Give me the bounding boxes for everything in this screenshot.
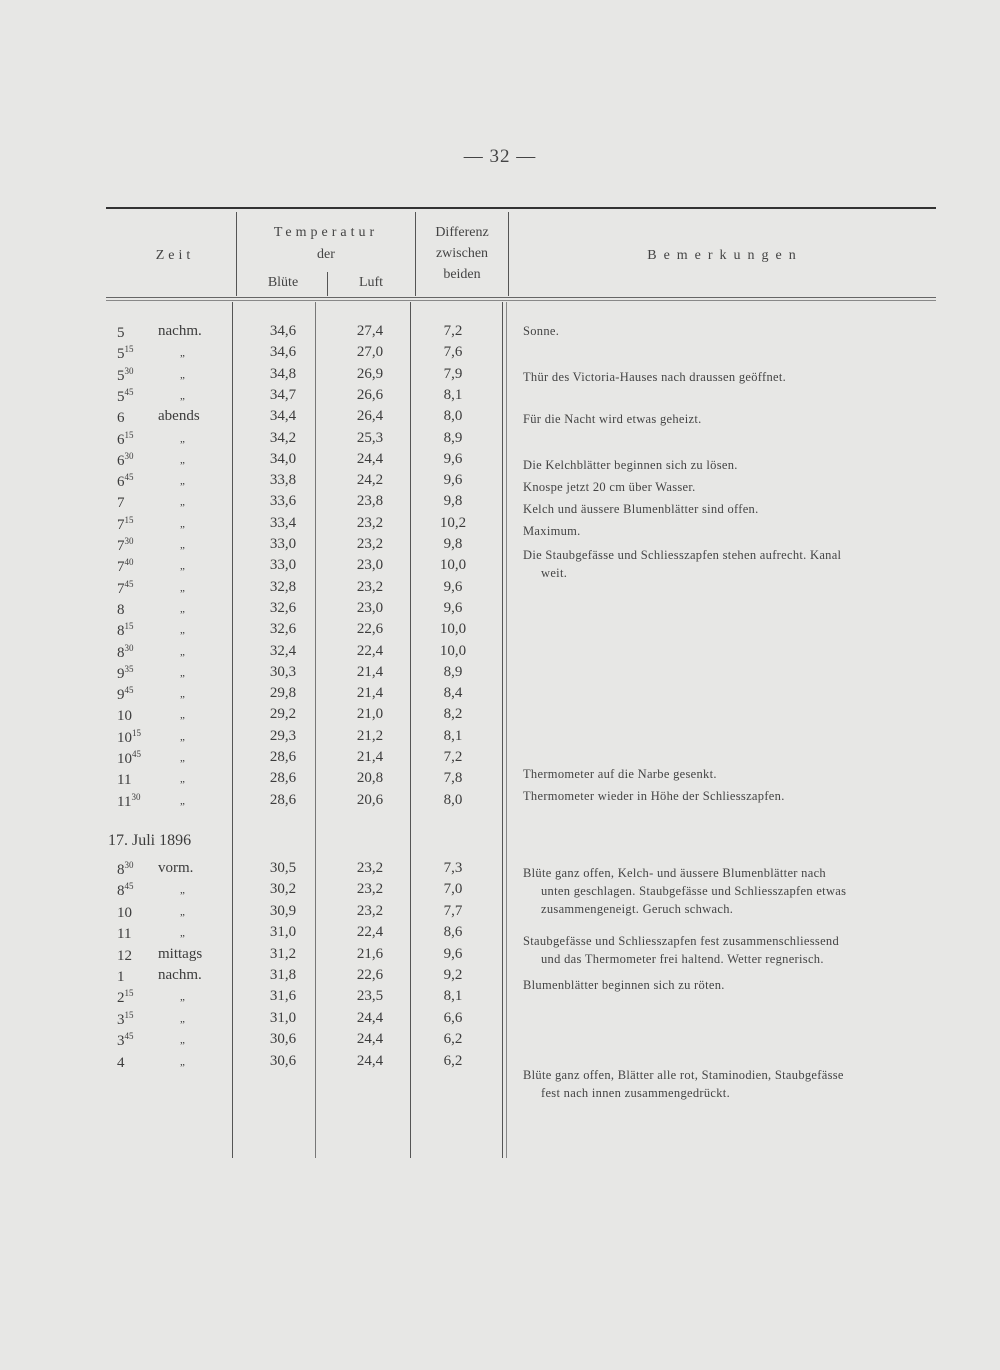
ditto-mark: „ — [180, 991, 185, 1004]
time-minutes: 45 — [124, 881, 134, 892]
luft-temp-cell: 22,4 — [356, 924, 384, 941]
bluete-temp-cell: 30,6 — [269, 1031, 297, 1048]
luft-temp-cell: 23,2 — [356, 860, 384, 876]
difference-cell: 9,6 — [443, 945, 463, 962]
time-hour: 3 — [117, 1033, 125, 1050]
table-row — [0, 344, 1000, 366]
difference-cell: 9,2 — [443, 967, 463, 983]
time-hour: 8 — [117, 601, 125, 618]
time-minutes: 45 — [124, 578, 134, 589]
remark-10 — [523, 787, 938, 805]
bluete-temp-cell: 34,8 — [269, 365, 297, 382]
difference-cell: 7,8 — [443, 770, 463, 787]
time-minutes: 30 — [131, 791, 141, 802]
time-hour: 5 — [117, 367, 125, 384]
remark-text: Sonne. — [523, 324, 560, 338]
time-minutes: 30 — [124, 365, 134, 376]
time-cell — [117, 946, 132, 965]
luft-temp-cell: 25,3 — [356, 429, 384, 446]
ditto-mark: „ — [180, 560, 185, 573]
table-row — [0, 1010, 1000, 1032]
ditto-mark: „ — [180, 539, 185, 551]
difference-cell: 10,0 — [439, 642, 467, 659]
remark-text: Blüte ganz offen, Blätter alle rot, Staminodien, Staubgefässe — [523, 1068, 844, 1082]
table-row — [0, 685, 1000, 707]
difference-cell: 9,6 — [443, 450, 463, 467]
time-minutes: 15 — [124, 621, 134, 632]
table-row — [0, 600, 1000, 622]
time-minutes: 45 — [124, 1031, 134, 1042]
ditto-mark: „ — [180, 496, 185, 509]
remark-text-cont: zusammengeneigt. Geruch schwach. — [541, 902, 734, 916]
luft-temp-cell: 23,5 — [356, 988, 384, 1005]
time-minutes: 35 — [124, 663, 134, 674]
time-hour: 6 — [117, 410, 125, 427]
time-minutes: 30 — [124, 450, 134, 461]
time-suffix: mittags — [158, 945, 203, 962]
ditto-mark: „ — [180, 905, 185, 918]
time-cell — [117, 860, 134, 879]
difference-cell: 9,8 — [443, 536, 463, 552]
ditto-mark: „ — [180, 645, 185, 658]
header-rule — [106, 297, 936, 298]
time-cell — [117, 536, 134, 555]
time-minutes: 45 — [124, 472, 134, 483]
difference-cell: 6,2 — [443, 1052, 463, 1069]
header-der: der — [317, 247, 335, 262]
ditto-mark: „ — [180, 688, 185, 701]
bluete-temp-cell: 33,8 — [269, 472, 297, 489]
bluete-temp-cell: 30,3 — [269, 663, 297, 680]
time-hour: 7 — [117, 538, 125, 554]
time-hour: 11 — [117, 772, 132, 789]
remark-text: Blüte ganz offen, Kelch- und äussere Blumenblätter nach — [523, 866, 826, 880]
time-minutes: 15 — [124, 1009, 134, 1020]
difference-cell: 6,6 — [443, 1009, 463, 1026]
time-minutes: 45 — [124, 386, 134, 397]
bluete-temp-cell: 33,0 — [269, 557, 297, 574]
time-cell — [117, 881, 134, 900]
luft-temp-cell: 21,0 — [356, 706, 384, 723]
bluete-temp-cell: 30,5 — [269, 860, 297, 876]
luft-temp-cell: 26,6 — [356, 386, 384, 403]
difference-cell: 10,0 — [439, 557, 467, 574]
bluete-temp-cell: 32,6 — [269, 599, 297, 616]
time-minutes: 30 — [124, 642, 134, 653]
ditto-mark: „ — [180, 884, 185, 897]
time-cell — [117, 1031, 134, 1050]
difference-cell: 8,4 — [443, 685, 463, 702]
time-cell — [117, 515, 134, 534]
time-suffix: nachm. — [158, 323, 202, 339]
time-hour: 11 — [117, 926, 132, 943]
time-hour: 5 — [117, 325, 125, 341]
time-cell — [117, 493, 125, 512]
time-hour: 7 — [117, 559, 125, 576]
time-hour: 8 — [117, 644, 125, 661]
difference-cell: 8,1 — [443, 727, 463, 744]
time-cell — [117, 792, 140, 811]
remark-text: Für die Nacht wird etwas geheizt. — [523, 412, 702, 426]
time-cell — [117, 988, 134, 1007]
time-suffix: vorm. — [158, 860, 194, 876]
bluete-temp-cell: 31,0 — [269, 1009, 297, 1026]
luft-temp-cell: 24,4 — [356, 1031, 384, 1048]
bluete-temp-cell: 32,6 — [269, 621, 297, 638]
time-hour: 6 — [117, 474, 125, 491]
bluete-temp-cell: 33,4 — [269, 514, 297, 531]
time-hour: 11 — [117, 793, 132, 810]
time-hour: 10 — [117, 751, 132, 767]
time-cell — [117, 600, 125, 619]
time-hour: 7 — [117, 516, 125, 533]
luft-temp-cell: 24,2 — [356, 472, 384, 489]
time-cell — [117, 685, 134, 704]
header-zwischen: zwischen — [435, 246, 489, 261]
ditto-mark: „ — [180, 389, 185, 402]
difference-cell: 8,9 — [443, 429, 463, 446]
time-minutes: 30 — [124, 860, 134, 870]
ditto-mark: „ — [180, 752, 185, 764]
time-cell — [117, 472, 134, 491]
time-cell — [117, 749, 141, 768]
table-row — [0, 1031, 1000, 1053]
difference-cell: 8,6 — [443, 924, 463, 941]
time-hour: 7 — [117, 580, 125, 597]
luft-temp-cell: 22,6 — [356, 621, 384, 638]
ditto-mark: „ — [180, 1055, 185, 1068]
luft-temp-cell: 27,4 — [356, 323, 384, 339]
time-hour: 3 — [117, 1011, 125, 1028]
difference-cell: 8,0 — [443, 791, 463, 808]
remark-4 — [523, 456, 938, 474]
page-number: — 32 — — [463, 146, 537, 167]
difference-cell: 10,0 — [439, 621, 467, 638]
remark-text: Knospe jetzt 20 cm über Wasser. — [523, 480, 696, 494]
ditto-mark: „ — [180, 581, 185, 594]
difference-cell: 9,6 — [443, 578, 463, 595]
time-minutes: 15 — [124, 429, 134, 440]
table-row — [0, 728, 1000, 750]
time-hour: 1 — [117, 969, 125, 985]
time-minutes: 40 — [124, 557, 134, 568]
time-hour: 8 — [117, 862, 125, 878]
time-hour: 8 — [117, 623, 125, 640]
table-row — [0, 664, 1000, 686]
difference-cell: 6,2 — [443, 1031, 463, 1048]
luft-temp-cell: 23,2 — [356, 902, 384, 919]
bluete-temp-cell: 29,2 — [269, 706, 297, 723]
time-hour: 2 — [117, 990, 125, 1007]
luft-temp-cell: 23,2 — [356, 881, 384, 898]
ditto-mark: „ — [180, 475, 185, 488]
time-minutes: 15 — [124, 988, 134, 999]
bluete-temp-cell: 28,6 — [269, 791, 297, 808]
time-cell — [117, 579, 134, 598]
remark-8 — [523, 546, 938, 582]
bluete-temp-cell: 34,6 — [269, 323, 297, 339]
time-hour: 7 — [117, 495, 125, 512]
remark-text: Maximum. — [523, 524, 581, 538]
bluete-temp-cell: 31,6 — [269, 988, 297, 1005]
ditto-mark: „ — [180, 709, 185, 722]
remark-5 — [523, 478, 938, 496]
difference-cell: 8,0 — [443, 408, 463, 425]
luft-temp-cell: 24,4 — [356, 1052, 384, 1069]
time-cell — [117, 924, 131, 943]
bluete-temp-cell: 29,8 — [269, 685, 297, 702]
remark-text: Kelch und äussere Blumenblätter sind offen. — [523, 502, 759, 516]
remark-14 — [523, 1066, 938, 1102]
luft-temp-cell: 21,4 — [356, 663, 384, 680]
bluete-temp-cell: 34,6 — [269, 344, 297, 361]
luft-temp-cell: 21,4 — [356, 685, 384, 702]
time-cell — [117, 706, 132, 725]
luft-temp-cell: 21,2 — [356, 727, 384, 744]
luft-temp-cell: 21,6 — [356, 945, 384, 962]
luft-temp-cell: 26,9 — [356, 365, 384, 382]
luft-temp-cell: 26,4 — [356, 408, 384, 425]
luft-temp-cell: 22,4 — [356, 642, 384, 659]
remark-text: Thür des Victoria-Hauses nach draussen geöffnet. — [523, 370, 787, 384]
difference-cell: 8,1 — [443, 386, 463, 403]
ditto-mark: „ — [180, 602, 185, 615]
luft-temp-cell: 20,8 — [356, 770, 384, 787]
luft-temp-cell: 22,6 — [356, 967, 384, 983]
remark-6 — [523, 500, 938, 518]
bluete-temp-cell: 29,3 — [269, 727, 297, 744]
ditto-mark: „ — [180, 368, 185, 381]
time-hour: 6 — [117, 452, 125, 469]
time-cell — [117, 1010, 134, 1029]
time-minutes: 45 — [132, 749, 141, 759]
time-cell — [117, 323, 125, 342]
remark-2 — [523, 368, 938, 386]
bluete-temp-cell: 32,4 — [269, 642, 297, 659]
time-minutes: 45 — [124, 685, 134, 696]
ditto-mark: „ — [180, 794, 185, 807]
bluete-temp-cell: 34,7 — [269, 386, 297, 403]
table-row — [0, 387, 1000, 409]
difference-cell: 9,8 — [443, 493, 463, 510]
remark-1 — [523, 322, 938, 340]
time-hour: 4 — [117, 1054, 125, 1071]
remark-text-cont: weit. — [541, 566, 568, 580]
time-hour: 5 — [117, 388, 125, 405]
luft-temp-cell: 21,4 — [356, 749, 384, 765]
time-cell — [117, 903, 132, 922]
difference-cell: 9,6 — [443, 599, 463, 616]
difference-cell: 9,6 — [443, 472, 463, 489]
remark-text: Staubgefässe und Schliesszapfen fest zusammenschliessend — [523, 934, 840, 948]
time-hour: 8 — [117, 883, 125, 900]
ditto-mark: „ — [180, 1034, 185, 1047]
top-rule — [106, 207, 936, 209]
remark-text: Die Kelchblätter beginnen sich zu lösen. — [523, 458, 738, 472]
time-suffix: abends — [158, 408, 200, 425]
bluete-temp-cell: 28,6 — [269, 749, 297, 765]
time-minutes: 15 — [124, 344, 134, 355]
bluete-temp-cell: 32,8 — [269, 578, 297, 595]
header-rule-2 — [106, 300, 936, 301]
bluete-temp-cell: 31,2 — [269, 945, 297, 962]
remark-3 — [523, 410, 938, 428]
table-row — [0, 706, 1000, 728]
difference-cell: 7,7 — [443, 902, 463, 919]
difference-cell: 7,0 — [443, 881, 463, 898]
difference-cell: 7,9 — [443, 365, 463, 382]
bluete-temp-cell: 33,0 — [269, 536, 297, 552]
bluete-temp-cell: 30,2 — [269, 881, 297, 898]
time-minutes: 15 — [124, 514, 134, 525]
difference-cell: 7,2 — [443, 323, 463, 339]
time-cell — [117, 728, 141, 747]
time-hour: 10 — [117, 729, 132, 746]
luft-temp-cell: 20,6 — [356, 791, 384, 808]
luft-temp-cell: 23,2 — [356, 536, 384, 552]
bluete-temp-cell: 30,9 — [269, 902, 297, 919]
remark-text-cont: unten geschlagen. Staubgefässe und Schliesszapfen etwas — [541, 884, 847, 898]
difference-cell: 7,2 — [443, 749, 463, 765]
bluete-temp-cell: 28,6 — [269, 770, 297, 787]
header-beiden: beiden — [443, 267, 481, 282]
time-hour: 9 — [117, 665, 125, 682]
luft-temp-cell: 23,8 — [356, 493, 384, 510]
remark-9 — [523, 765, 938, 783]
time-cell — [117, 621, 134, 640]
luft-temp-cell: 24,4 — [356, 450, 384, 467]
time-hour: 6 — [117, 431, 125, 448]
luft-temp-cell: 23,2 — [356, 514, 384, 531]
time-hour: 12 — [117, 947, 132, 964]
ditto-mark: „ — [180, 432, 185, 445]
time-hour: 5 — [117, 346, 125, 363]
header-divider-1 — [236, 212, 237, 296]
time-cell — [117, 1053, 125, 1072]
time-hour: 10 — [117, 904, 132, 921]
table-row — [0, 621, 1000, 643]
time-cell — [117, 770, 131, 789]
bluete-temp-cell: 31,0 — [269, 924, 297, 941]
time-cell — [117, 344, 134, 363]
header-bemerkungen: Bemerkungen — [647, 248, 803, 263]
ditto-mark: „ — [180, 453, 185, 466]
ditto-mark: „ — [180, 666, 185, 679]
time-cell — [117, 643, 134, 662]
difference-cell: 8,2 — [443, 706, 463, 723]
table-row — [0, 430, 1000, 452]
ditto-mark: „ — [180, 347, 185, 360]
time-cell — [117, 664, 134, 683]
remark-text-cont: und das Thermometer frei haltend. Wetter regnerisch. — [541, 952, 824, 966]
time-cell — [117, 967, 125, 986]
time-cell — [117, 366, 134, 385]
time-minutes: 15 — [132, 727, 141, 738]
remark-text: Blumenblätter beginnen sich zu röten. — [523, 978, 725, 992]
ditto-mark: „ — [180, 730, 185, 743]
time-cell — [117, 408, 125, 427]
remark-text: Thermometer wieder in Höhe der Schliesszapfen. — [523, 789, 785, 803]
ditto-mark: „ — [180, 773, 185, 786]
time-cell — [117, 557, 134, 576]
header-divider-3 — [508, 212, 509, 296]
ditto-mark: „ — [180, 927, 185, 940]
time-minutes: 30 — [124, 536, 134, 546]
difference-cell: 10,2 — [439, 514, 467, 531]
bluete-temp-cell: 30,6 — [269, 1052, 297, 1069]
bluete-temp-cell: 33,6 — [269, 493, 297, 510]
time-cell — [117, 387, 134, 406]
header-divider-2 — [415, 212, 416, 296]
time-cell — [117, 430, 134, 449]
time-suffix: nachm. — [158, 967, 202, 983]
remark-12 — [523, 932, 938, 968]
bluete-temp-cell: 34,2 — [269, 429, 297, 446]
bluete-temp-cell: 34,4 — [269, 408, 297, 425]
luft-temp-cell: 23,0 — [356, 557, 384, 574]
header-bluete: Blüte — [267, 275, 299, 290]
ditto-mark: „ — [180, 1012, 185, 1025]
remark-text-cont: fest nach innen zusammengedrückt. — [541, 1086, 731, 1100]
time-hour: 9 — [117, 687, 125, 704]
ditto-mark: „ — [180, 624, 185, 637]
table-row — [0, 643, 1000, 665]
remark-text: Thermometer auf die Narbe gesenkt. — [523, 767, 717, 781]
time-cell — [117, 451, 134, 470]
header-differenz: Differenz — [435, 225, 489, 240]
header-luft: Luft — [358, 275, 384, 290]
remark-7 — [523, 522, 938, 540]
difference-cell: 8,9 — [443, 663, 463, 680]
ditto-mark: „ — [180, 517, 185, 530]
header-zeit: Zeit — [155, 248, 195, 263]
difference-cell: 8,1 — [443, 988, 463, 1005]
luft-temp-cell: 27,0 — [356, 344, 384, 361]
time-hour: 10 — [117, 708, 132, 725]
header-temperatur: Temperatur — [273, 225, 379, 240]
remark-13 — [523, 976, 938, 994]
luft-temp-cell: 24,4 — [356, 1009, 384, 1026]
remark-text: Die Staubgefässe und Schliesszapfen stehen aufrecht. Kanal — [523, 548, 842, 562]
difference-cell: 7,6 — [443, 344, 463, 361]
luft-temp-cell: 23,2 — [356, 578, 384, 595]
date-label: 17. Juli 1896 — [108, 832, 192, 849]
bluete-temp-cell: 31,8 — [269, 967, 297, 983]
remark-11 — [523, 864, 938, 918]
difference-cell: 7,3 — [443, 860, 463, 876]
luft-temp-cell: 23,0 — [356, 599, 384, 616]
bluete-temp-cell: 34,0 — [269, 450, 297, 467]
